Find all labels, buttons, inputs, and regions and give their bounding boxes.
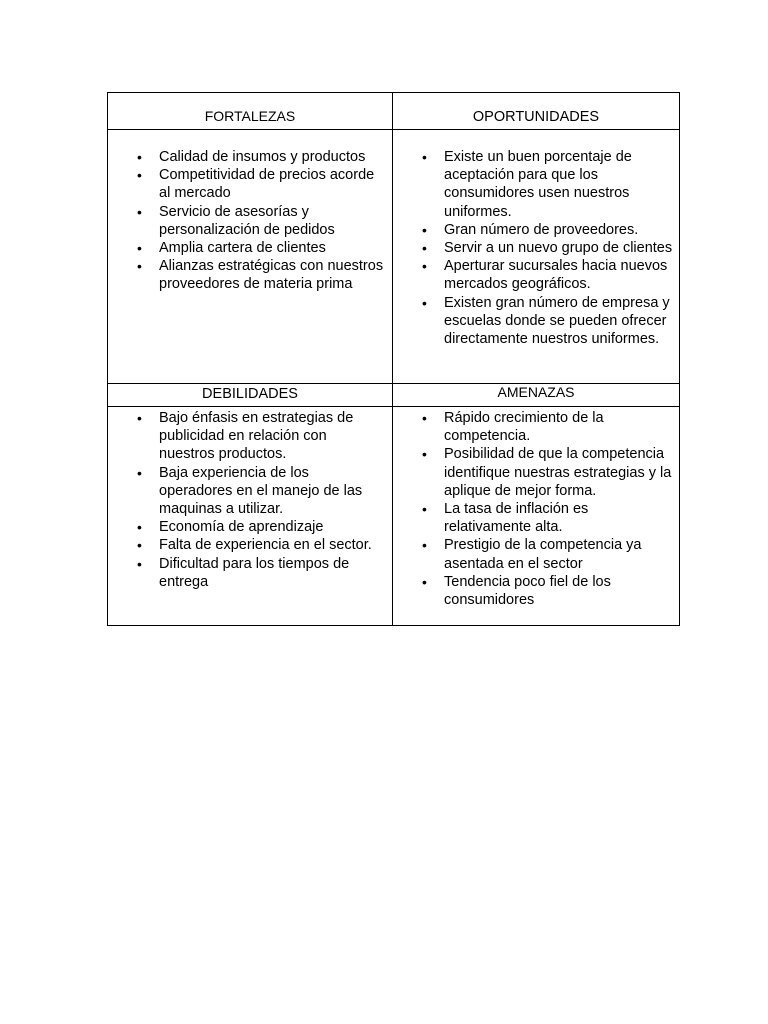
oportunidades-title: OPORTUNIDADES (472, 109, 600, 125)
list-item: • Alianzas estratégicas con nuestros proveedores de materia prima (108, 257, 392, 293)
oportunidades-cell (393, 130, 680, 384)
list-item: • Gran número de proveedores. (393, 221, 679, 239)
fortalezas-title: FORTALEZAS (204, 108, 296, 124)
amenazas-list (393, 407, 679, 609)
debilidades-title: DEBILIDADES (202, 386, 298, 402)
list-item: • Competitividad de precios acorde al mercado (108, 166, 392, 202)
list-item: • Amplia cartera de clientes (108, 239, 392, 257)
foda-table (107, 92, 680, 626)
amenazas-cell (393, 407, 680, 626)
list-item: • Tendencia poco fiel de los consumidores (393, 573, 679, 609)
list-item: • Posibilidad de que la competencia identifique nuestras estrategias y la aplique de mejor forma. (393, 445, 679, 500)
list-item: • Existe un buen porcentaje de aceptación para que los consumidores usen nuestros uniformes. (393, 148, 679, 221)
oportunidades-list (393, 130, 679, 348)
list-item: • Prestigio de la competencia ya asentada en el sector (393, 536, 679, 572)
body-row-bottom (108, 407, 680, 626)
list-item: • Bajo énfasis en estrategias de publicidad en relación con nuestros productos. (108, 409, 392, 464)
fortalezas-header-cell (108, 93, 393, 130)
list-item: • Servir a un nuevo grupo de clientes (393, 239, 679, 257)
list-item: • Economía de aprendizaje (108, 518, 392, 536)
fortalezas-list (108, 130, 392, 294)
list-item: • Calidad de insumos y productos (108, 148, 392, 166)
debilidades-header-cell (108, 384, 393, 407)
amenazas-title: AMENAZAS (497, 384, 575, 400)
debilidades-list (108, 407, 392, 591)
body-row-top (108, 130, 680, 384)
fortalezas-cell (108, 130, 393, 384)
oportunidades-header-cell (393, 93, 680, 130)
list-item: • Aperturar sucursales hacia nuevos mercados geográficos. (393, 257, 679, 293)
list-item: • Servicio de asesorías y personalización de pedidos (108, 203, 392, 239)
header-row-bottom (108, 384, 680, 407)
list-item: • Dificultad para los tiempos de entrega (108, 555, 392, 591)
list-item: • Baja experiencia de los operadores en el manejo de las maquinas a utilizar. (108, 464, 392, 519)
header-row-top (108, 93, 680, 130)
list-item: • Existen gran número de empresa y escuelas donde se pueden ofrecer directamente nuestros uniformes. (393, 294, 679, 349)
debilidades-cell (108, 407, 393, 626)
amenazas-header-cell (393, 384, 680, 407)
list-item: • La tasa de inflación es relativamente alta. (393, 500, 679, 536)
list-item: • Falta de experiencia en el sector. (108, 536, 392, 554)
list-item: • Rápido crecimiento de la competencia. (393, 409, 679, 445)
